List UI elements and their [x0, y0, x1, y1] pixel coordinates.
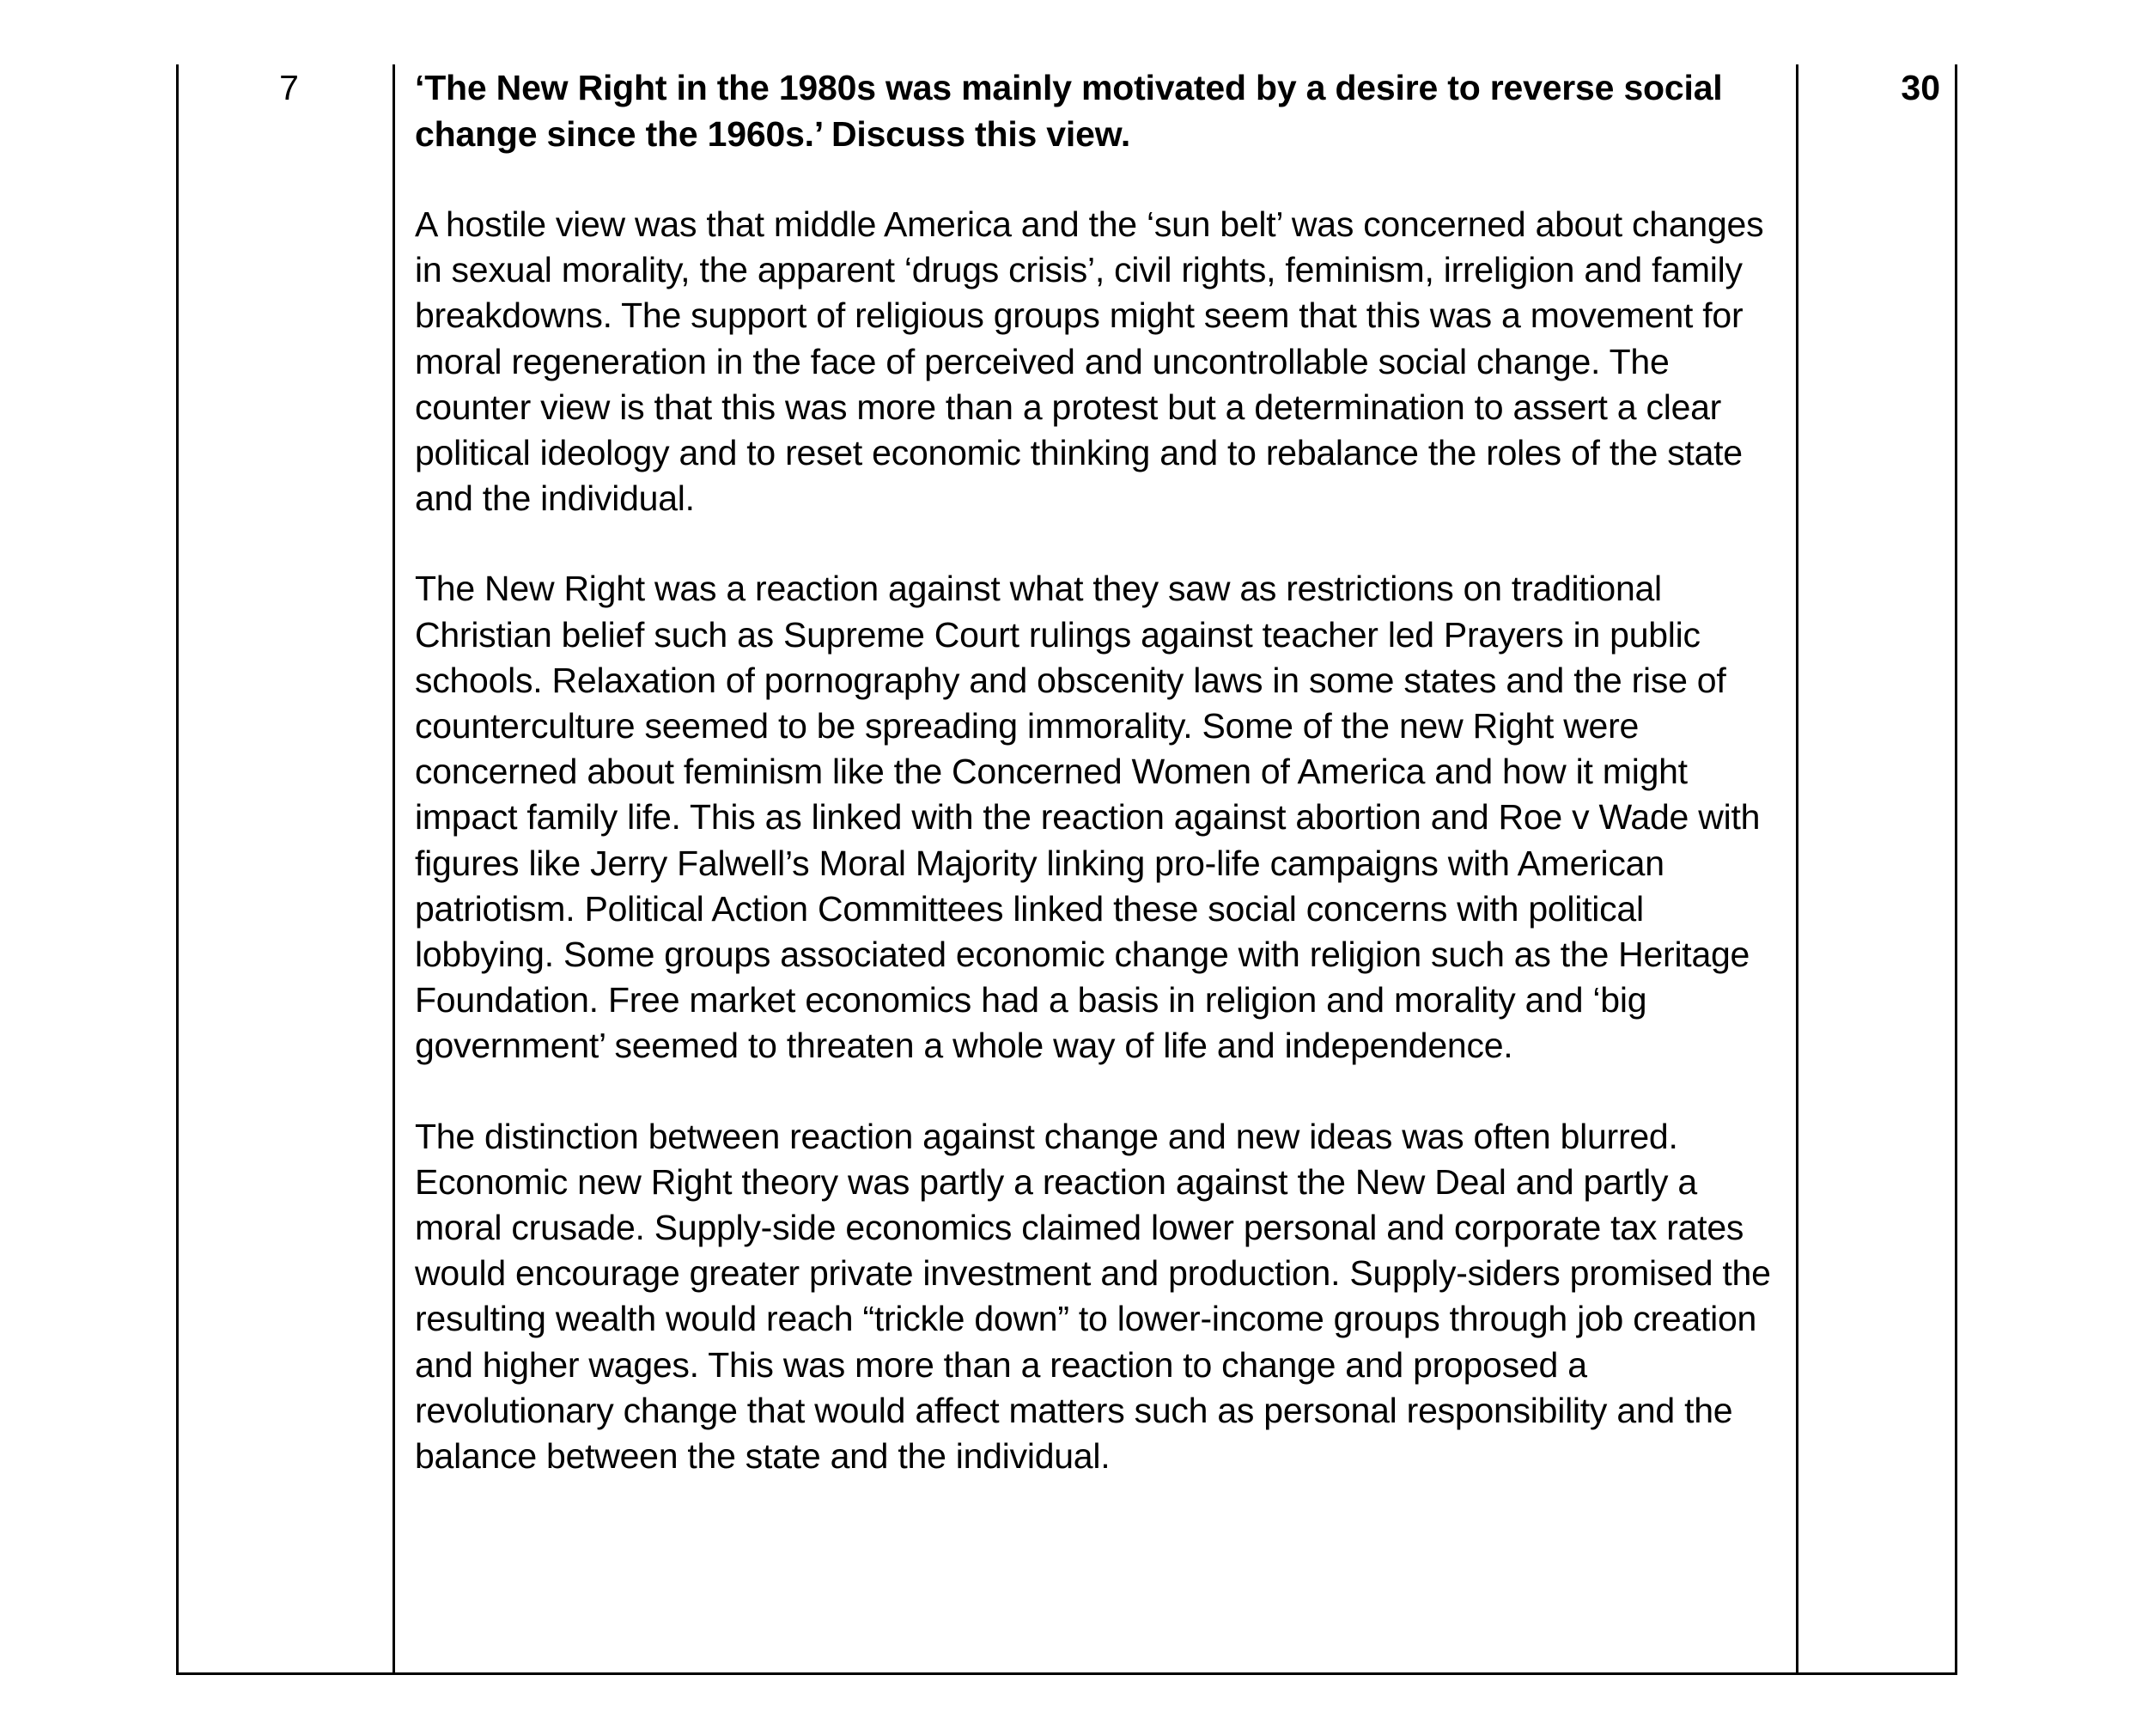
answer-cell: [415, 64, 1780, 1479]
answer-paragraph: The distinction between reaction against change and new ideas was often blurred. Economic new Right theory was partly a reaction against the New Deal and partly a moral crusade. Supply-side economics claimed lower personal and corporate tax rates would encourage greater private investment and production. Supply-siders promised the resulting wealth would reach “trickle down” to lower-income groups through job creation and higher wages. This was more than a reaction to change and proposed a revolutionary change that would affect matters such as personal responsibility and the balance between the state and the individual.: [415, 1116, 1771, 1477]
question-number: 7: [279, 68, 299, 107]
question-text: ‘The New Right in the 1980s was mainly motivated by a desire to reverse social change since the 1960s.’ Discuss this view.: [415, 68, 1723, 154]
mark-scheme-table: [176, 64, 1957, 1675]
column-divider: [393, 64, 395, 1672]
answer-paragraph: A hostile view was that middle America and the ‘sun belt’ was concerned about changes in sexual morality, the apparent ‘drugs crisis’, civil rights, feminism, irreligion and family breakdowns. The support of religious groups might seem that this was a movement for moral regeneration in the face of perceived and uncontrollable social change. The counter view is that this was more than a protest but a determination to assert a clear political ideology and to reset economic thinking and to rebalance the roles of the state and the individual.: [415, 204, 1764, 519]
column-divider: [1796, 64, 1798, 1672]
marks-value: 30: [1901, 68, 1940, 107]
answer-paragraph: The New Right was a reaction against what they saw as restrictions on traditional Christian belief such as Supreme Court rulings against teacher led Prayers in public schools. Relaxation of pornography and obscenity laws in some states and the rise of counterculture seemed to be spreading immorality. Some of the new Right were concerned about feminism like the Concerned Women of America and how it might impact family life. This as linked with the reaction against abortion and Roe v Wade with figures like Jerry Falwell’s Moral Majority linking pro-life campaigns with American patriotism. Political Action Committees linked these social concerns with political lobbying. Some groups associated economic change with religion such as the Heritage Foundation. Free market economics had a basis in religion and morality and ‘big government’ seemed to threaten a whole way of life and independence.: [415, 569, 1761, 1066]
